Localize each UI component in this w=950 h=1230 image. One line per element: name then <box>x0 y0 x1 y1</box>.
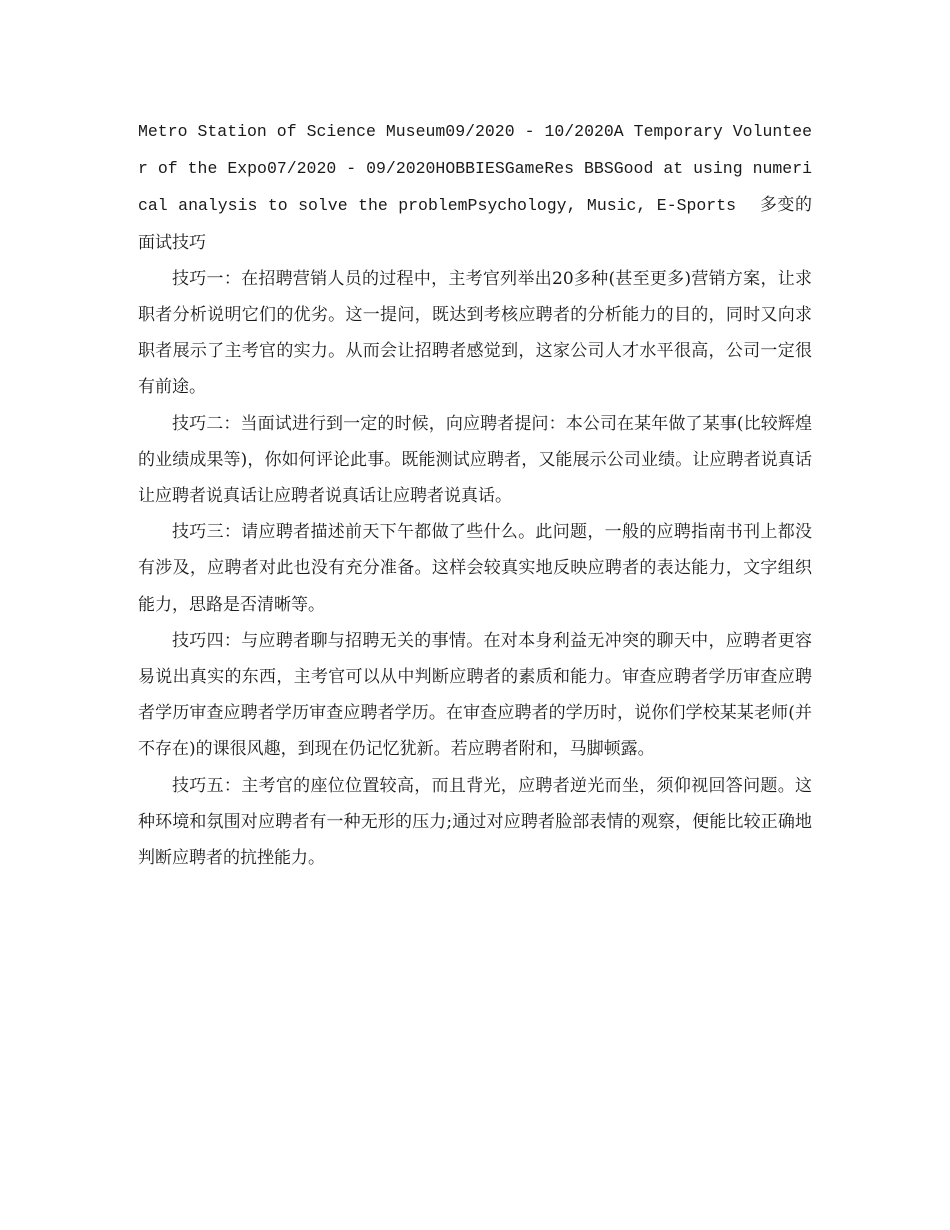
resume-english-text: Metro Station of Science Museum09/2020 - 10/2020A Temporary Volunteer of the Expo07/2020 - 09/2020HOBBIESGameRes BBSGood at using numerical analysis to solve the problemPsychology, Music, E-Sports <box>138 122 812 216</box>
tip-paragraph-3: 技巧三：请应聘者描述前天下午都做了些什么。此问题，一般的应聘指南书刊上都没有涉及，应聘者对此也没有充分准备。这样会较真实地反映应聘者的表达能力，文字组织能力，思路是否清晰等。 <box>138 522 812 615</box>
tip-paragraph-5: 技巧五：主考官的座位位置较高，而且背光，应聘者逆光而坐，须仰视回答问题。这种环境和氛围对应聘者有一种无形的压力;通过对应聘者脸部表情的观察，便能比较正确地判断应聘者的抗挫能力。 <box>138 775 812 869</box>
tip-paragraph-1: 技巧一：在招聘营销人员的过程中，主考官列举出20多种(甚至更多)营销方案，让求职者分析说明它们的优劣。这一提问，既达到考核应聘者的分析能力的目的，同时又向求职者展示了主考官的实力。从而会让招聘者感觉到，这家公司人才水平很高，公司一定很有前途。 <box>138 268 812 398</box>
spacer <box>736 195 760 215</box>
section-heading: 多变的面试技巧 <box>138 195 812 253</box>
intro-paragraph <box>138 113 812 261</box>
tip-paragraph-4: 技巧四：与应聘者聊与招聘无关的事情。在对本身利益无冲突的聊天中，应聘者更容易说出真实的东西，主考官可以从中判断应聘者的素质和能力。审查应聘者学历审查应聘者学历审查应聘者学历审查应聘者学历。在审查应聘者的学历时，说你们学校某某老师(并不存在)的课很风趣，到现在仍记忆犹新。若应聘者附和，马脚顿露。 <box>138 630 812 760</box>
tip-paragraph-2: 技巧二：当面试进行到一定的时候，向应聘者提问：本公司在某年做了某事(比较辉煌的业绩成果等)，你如何评论此事。既能测试应聘者，又能展示公司业绩。让应聘者说真话让应聘者说真话让应聘者说真话让应聘者说真话。 <box>138 413 812 507</box>
document-body <box>138 113 812 876</box>
